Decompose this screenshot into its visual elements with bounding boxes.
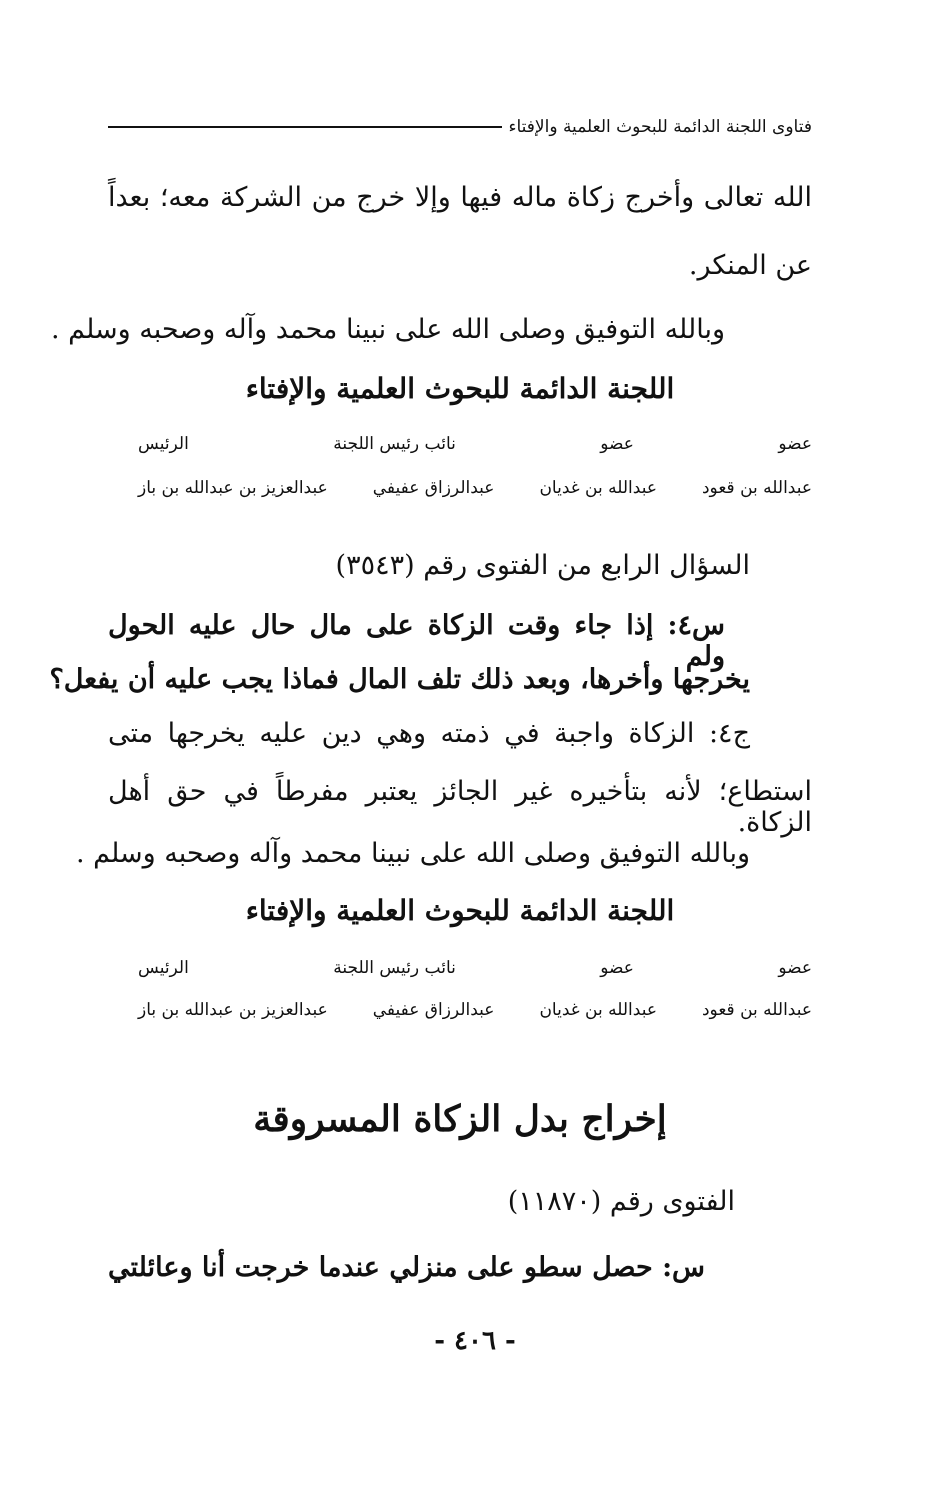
answer-line: ج٤: الزكاة واجبة في ذمته وهي دين عليه يخرجها متى	[108, 718, 750, 749]
running-header	[108, 110, 812, 144]
role-label: عضو	[600, 434, 634, 454]
role-label: الرئيس	[138, 958, 189, 978]
role-label: عضو	[778, 958, 812, 978]
role-label: عضو	[778, 434, 812, 454]
signatory-name: عبدالعزيز بن عبدالله بن باز	[138, 1000, 328, 1020]
signatories-roles	[138, 958, 812, 978]
signatory-name: عبدالله بن غديان	[539, 478, 657, 498]
signatory-name: عبدالرزاق عفيفي	[372, 1000, 495, 1020]
header-rule	[108, 126, 502, 128]
question-line: س: حصل سطو على منزلي عندما خرجت أنا وعائلتي	[108, 1252, 705, 1283]
fatwa-reference: السؤال الرابع من الفتوى رقم (٣٥٤٣)	[335, 550, 750, 581]
signatory-name: عبدالرزاق عفيفي	[372, 478, 495, 498]
page-number: - ٤٠٦ -	[434, 1326, 516, 1356]
signatories-names	[138, 478, 812, 498]
role-label: عضو	[600, 958, 634, 978]
question-line: س٤: إذا جاء وقت الزكاة على مال حال عليه الحول ولم	[108, 610, 725, 672]
running-header-title: فتاوى اللجنة الدائمة للبحوث العلمية والإفتاء	[508, 117, 812, 137]
signatory-name: عبدالله بن قعود	[701, 1000, 812, 1020]
committee-title: اللجنة الدائمة للبحوث العلمية والإفتاء	[245, 894, 675, 927]
signatory-name: عبدالعزيز بن عبدالله بن باز	[138, 478, 328, 498]
closing-line: وبالله التوفيق وصلى الله على نبينا محمد وآله وصحبه وسلم .	[50, 314, 725, 345]
role-label: الرئيس	[138, 434, 189, 454]
fatwa-reference: الفتوى رقم (١١٨٧٠)	[507, 1186, 735, 1217]
closing-line: وبالله التوفيق وصلى الله على نبينا محمد وآله وصحبه وسلم .	[75, 838, 750, 869]
signatories-roles	[138, 434, 812, 454]
signatory-name: عبدالله بن غديان	[539, 1000, 657, 1020]
section-title: إخراج بدل الزكاة المسروقة	[253, 1098, 667, 1140]
committee-title: اللجنة الدائمة للبحوث العلمية والإفتاء	[245, 372, 675, 405]
signatories-names	[138, 1000, 812, 1020]
paragraph-line: الله تعالى وأخرج زكاة ماله فيها وإلا خرج من الشركة معه؛ بعداً	[108, 182, 812, 213]
signatory-name: عبدالله بن قعود	[701, 478, 812, 498]
answer-line: استطاع؛ لأنه بتأخيره غير الجائز يعتبر مفرطاً في حق أهل الزكاة.	[108, 776, 812, 838]
question-line: يخرجها وأخرها، وبعد ذلك تلف المال فماذا يجب عليه أن يفعل؟	[49, 664, 750, 695]
paragraph-line: عن المنكر.	[688, 250, 812, 281]
role-label: نائب رئيس اللجنة	[333, 434, 456, 454]
role-label: نائب رئيس اللجنة	[333, 958, 456, 978]
